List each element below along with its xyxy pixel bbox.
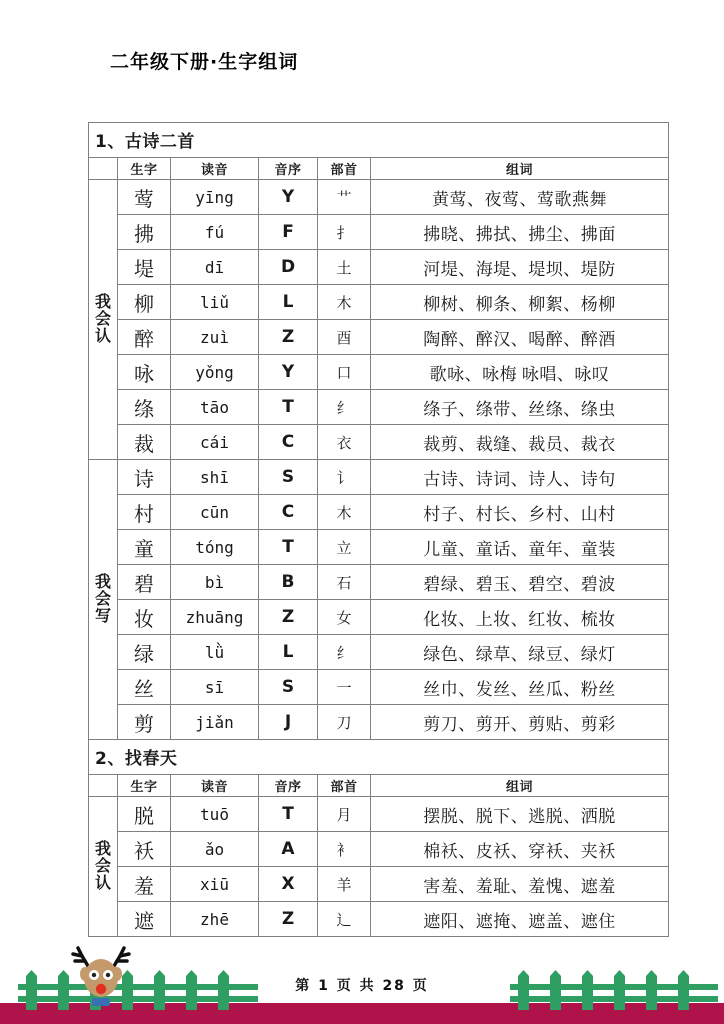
- cell-pinyin: ǎo: [171, 832, 259, 867]
- cell-words: 拂晓、拂拭、拂尘、拂面: [371, 215, 669, 250]
- cell-radical: 辶: [318, 902, 371, 937]
- section-heading-row: [89, 123, 669, 158]
- cell-radical: 酉: [318, 320, 371, 355]
- cell-character: 羞: [118, 867, 171, 902]
- cell-character: 莺: [118, 180, 171, 215]
- cell-character: 绦: [118, 390, 171, 425]
- group-label-我会认: [89, 797, 118, 937]
- cell-words: 遮阳、遮掩、遮盖、遮住: [371, 902, 669, 937]
- cell-character: 剪: [118, 705, 171, 740]
- table-row: [89, 600, 669, 635]
- cell-character: 丝: [118, 670, 171, 705]
- cell-pinyin: yǒng: [171, 355, 259, 390]
- cell-radical: 立: [318, 530, 371, 565]
- cell-pinyin: zuì: [171, 320, 259, 355]
- cell-pinyin: fú: [171, 215, 259, 250]
- cell-pinyin: cūn: [171, 495, 259, 530]
- cell-initial: Z: [259, 902, 318, 937]
- cell-radical: 一: [318, 670, 371, 705]
- cell-pinyin: tuō: [171, 797, 259, 832]
- table-row: [89, 425, 669, 460]
- cell-pinyin: tóng: [171, 530, 259, 565]
- cell-character: 裁: [118, 425, 171, 460]
- table-row: [89, 285, 669, 320]
- section-heading: 2、找春天: [89, 740, 669, 775]
- cell-words: 摆脱、脱下、逃脱、洒脱: [371, 797, 669, 832]
- cell-words: 陶醉、醉汉、喝醉、醉酒: [371, 320, 669, 355]
- section-heading: 1、古诗二首: [89, 123, 669, 158]
- cell-words: 丝巾、发丝、丝瓜、粉丝: [371, 670, 669, 705]
- section-heading-row: [89, 740, 669, 775]
- cell-character: 村: [118, 495, 171, 530]
- column-header-character: 生字: [118, 775, 171, 797]
- group-label-char: 我: [94, 292, 111, 312]
- group-label-char: 写: [94, 605, 111, 625]
- table-row: [89, 495, 669, 530]
- cell-character: 堤: [118, 250, 171, 285]
- cell-pinyin: tāo: [171, 390, 259, 425]
- cell-initial: C: [259, 495, 318, 530]
- group-label-我会认: [89, 180, 118, 460]
- cell-initial: Z: [259, 320, 318, 355]
- table-row: [89, 705, 669, 740]
- column-header-pinyin: 读音: [171, 158, 259, 180]
- cell-initial: L: [259, 285, 318, 320]
- column-header-blank: [89, 158, 118, 180]
- cell-words: 裁剪、裁缝、裁员、裁衣: [371, 425, 669, 460]
- column-header-radical: 部首: [318, 158, 371, 180]
- cell-radical: 刀: [318, 705, 371, 740]
- cell-pinyin: lǜ: [171, 635, 259, 670]
- cell-radical: 土: [318, 250, 371, 285]
- cell-character: 诗: [118, 460, 171, 495]
- cell-words: 碧绿、碧玉、碧空、碧波: [371, 565, 669, 600]
- column-header-radical: 部首: [318, 775, 371, 797]
- cell-initial: S: [259, 670, 318, 705]
- cell-initial: F: [259, 215, 318, 250]
- table-row: [89, 250, 669, 285]
- cell-words: 化妆、上妆、红妆、梳妆: [371, 600, 669, 635]
- cell-radical: 衣: [318, 425, 371, 460]
- cell-character: 妆: [118, 600, 171, 635]
- cell-initial: B: [259, 565, 318, 600]
- cell-initial: Y: [259, 180, 318, 215]
- cell-radical: 石: [318, 565, 371, 600]
- table-row: [89, 635, 669, 670]
- cell-character: 童: [118, 530, 171, 565]
- cell-words: 绿色、绿草、绿豆、绿灯: [371, 635, 669, 670]
- column-header-initial: 音序: [259, 158, 318, 180]
- table-row: [89, 215, 669, 250]
- cell-initial: T: [259, 797, 318, 832]
- cell-initial: T: [259, 530, 318, 565]
- table-row: [89, 867, 669, 902]
- cell-pinyin: shī: [171, 460, 259, 495]
- cell-radical: 女: [318, 600, 371, 635]
- cell-initial: S: [259, 460, 318, 495]
- cell-radical: 月: [318, 797, 371, 832]
- page-footer: [0, 946, 724, 1024]
- cell-pinyin: dī: [171, 250, 259, 285]
- table-row: [89, 565, 669, 600]
- cell-pinyin: yīng: [171, 180, 259, 215]
- cell-initial: J: [259, 705, 318, 740]
- cell-pinyin: bì: [171, 565, 259, 600]
- cell-pinyin: jiǎn: [171, 705, 259, 740]
- table-row: [89, 902, 669, 937]
- cell-character: 遮: [118, 902, 171, 937]
- table-row: [89, 460, 669, 495]
- cell-words: 害羞、羞耻、羞愧、遮羞: [371, 867, 669, 902]
- group-label-char: 会: [94, 589, 111, 609]
- table-row: [89, 180, 669, 215]
- cell-character: 碧: [118, 565, 171, 600]
- cell-radical: 羊: [318, 867, 371, 902]
- table-row: [89, 390, 669, 425]
- cell-words: 古诗、诗词、诗人、诗句: [371, 460, 669, 495]
- cell-pinyin: sī: [171, 670, 259, 705]
- cell-words: 河堤、海堤、堤坝、堤防: [371, 250, 669, 285]
- cell-pinyin: zhē: [171, 902, 259, 937]
- column-header-words: 组词: [371, 158, 669, 180]
- column-header-initial: 音序: [259, 775, 318, 797]
- cell-initial: Z: [259, 600, 318, 635]
- column-header-character: 生字: [118, 158, 171, 180]
- column-header-blank: [89, 775, 118, 797]
- cell-character: 拂: [118, 215, 171, 250]
- cell-words: 黄莺、夜莺、莺歌燕舞: [371, 180, 669, 215]
- vocabulary-table: [88, 122, 669, 937]
- group-label-char: 认: [94, 872, 111, 892]
- cell-pinyin: xiū: [171, 867, 259, 902]
- cell-initial: D: [259, 250, 318, 285]
- group-label-char: 会: [94, 856, 111, 876]
- page-number: 第 1 页 共 28 页: [295, 978, 429, 994]
- cell-radical: 口: [318, 355, 371, 390]
- group-label-char: 我: [94, 839, 111, 859]
- table-row: [89, 355, 669, 390]
- column-header-pinyin: 读音: [171, 775, 259, 797]
- cell-character: 柳: [118, 285, 171, 320]
- table-row: [89, 832, 669, 867]
- vocabulary-table-container: [88, 122, 668, 937]
- cell-initial: T: [259, 390, 318, 425]
- cell-initial: L: [259, 635, 318, 670]
- table-row: [89, 797, 669, 832]
- cell-words: 歌咏、咏梅 咏唱、咏叹: [371, 355, 669, 390]
- cell-words: 绦子、绦带、丝绦、绦虫: [371, 390, 669, 425]
- cell-words: 棉袄、皮袄、穿袄、夹袄: [371, 832, 669, 867]
- cell-radical: 木: [318, 495, 371, 530]
- cell-initial: X: [259, 867, 318, 902]
- column-header-row: [89, 158, 669, 180]
- table-row: [89, 530, 669, 565]
- table-row: [89, 670, 669, 705]
- cell-character: 醉: [118, 320, 171, 355]
- cell-words: 柳树、柳条、柳絮、杨柳: [371, 285, 669, 320]
- cell-character: 绿: [118, 635, 171, 670]
- cell-words: 剪刀、剪开、剪贴、剪彩: [371, 705, 669, 740]
- cell-radical: 艹: [318, 180, 371, 215]
- cell-initial: C: [259, 425, 318, 460]
- column-header-row: [89, 775, 669, 797]
- group-label-我会写: [89, 460, 118, 740]
- cell-initial: A: [259, 832, 318, 867]
- column-header-words: 组词: [371, 775, 669, 797]
- cell-words: 村子、村长、乡村、山村: [371, 495, 669, 530]
- cell-initial: Y: [259, 355, 318, 390]
- cell-radical: 木: [318, 285, 371, 320]
- cell-radical: 衤: [318, 832, 371, 867]
- cell-character: 咏: [118, 355, 171, 390]
- cell-words: 儿童、童话、童年、童装: [371, 530, 669, 565]
- cell-pinyin: liǔ: [171, 285, 259, 320]
- cell-character: 袄: [118, 832, 171, 867]
- group-label-char: 我: [94, 572, 111, 592]
- group-label-char: 认: [94, 325, 111, 345]
- cell-radical: 纟: [318, 390, 371, 425]
- cell-character: 脱: [118, 797, 171, 832]
- cell-pinyin: cái: [171, 425, 259, 460]
- page-title: 二年级下册·生字组词: [110, 51, 299, 73]
- table-row: [89, 320, 669, 355]
- cell-radical: 讠: [318, 460, 371, 495]
- cell-pinyin: zhuāng: [171, 600, 259, 635]
- group-label-char: 会: [94, 309, 111, 329]
- cell-radical: 纟: [318, 635, 371, 670]
- cell-radical: 扌: [318, 215, 371, 250]
